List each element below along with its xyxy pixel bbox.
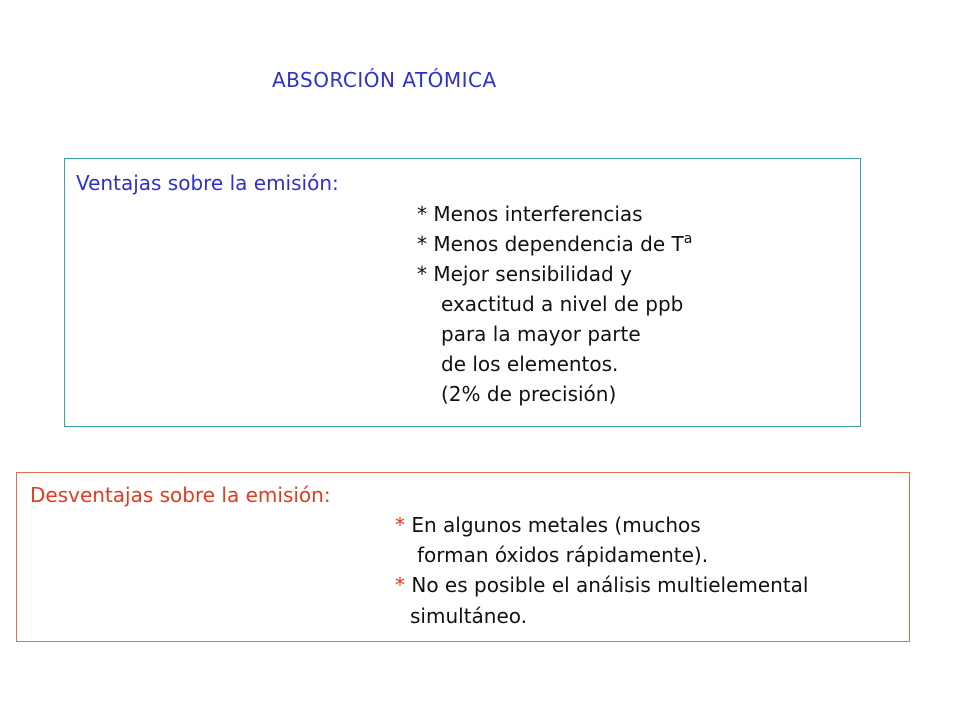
desventajas-continuation: simultáneo. [410,604,528,628]
desventajas-item [395,573,809,597]
ventajas-continuation: de los elementos. [441,352,619,376]
ventajas-heading: Ventajas sobre la emisión: [76,171,339,195]
bullet-star: * [417,232,427,256]
page-title: ABSORCIÓN ATÓMICA [272,68,497,92]
ventajas-item [417,232,692,256]
desventajas-item-text: En algunos metales (muchos [411,513,701,537]
bullet-star: * [417,202,427,226]
ventajas-item-text: Mejor sensibilidad y [433,262,632,286]
ventajas-item-text: Menos dependencia de T [433,232,684,256]
bullet-star: * [395,573,405,597]
desventajas-box [16,472,910,642]
desventajas-item [395,513,701,537]
desventajas-item-text: No es posible el análisis multielemental [411,573,809,597]
ventajas-item [417,202,643,226]
ventajas-item-text: Menos interferencias [433,202,643,226]
bullet-star: * [395,513,405,537]
ventajas-box [64,158,861,427]
desventajas-continuation: forman óxidos rápidamente). [417,543,709,567]
ventajas-continuation: para la mayor parte [441,322,641,346]
desventajas-heading: Desventajas sobre la emisión: [30,483,331,507]
ventajas-item [417,262,632,286]
ventajas-continuation: exactitud a nivel de ppb [441,292,684,316]
bullet-star: * [417,262,427,286]
ventajas-continuation: (2% de precisión) [441,382,617,406]
superscript-a: a [683,231,693,247]
